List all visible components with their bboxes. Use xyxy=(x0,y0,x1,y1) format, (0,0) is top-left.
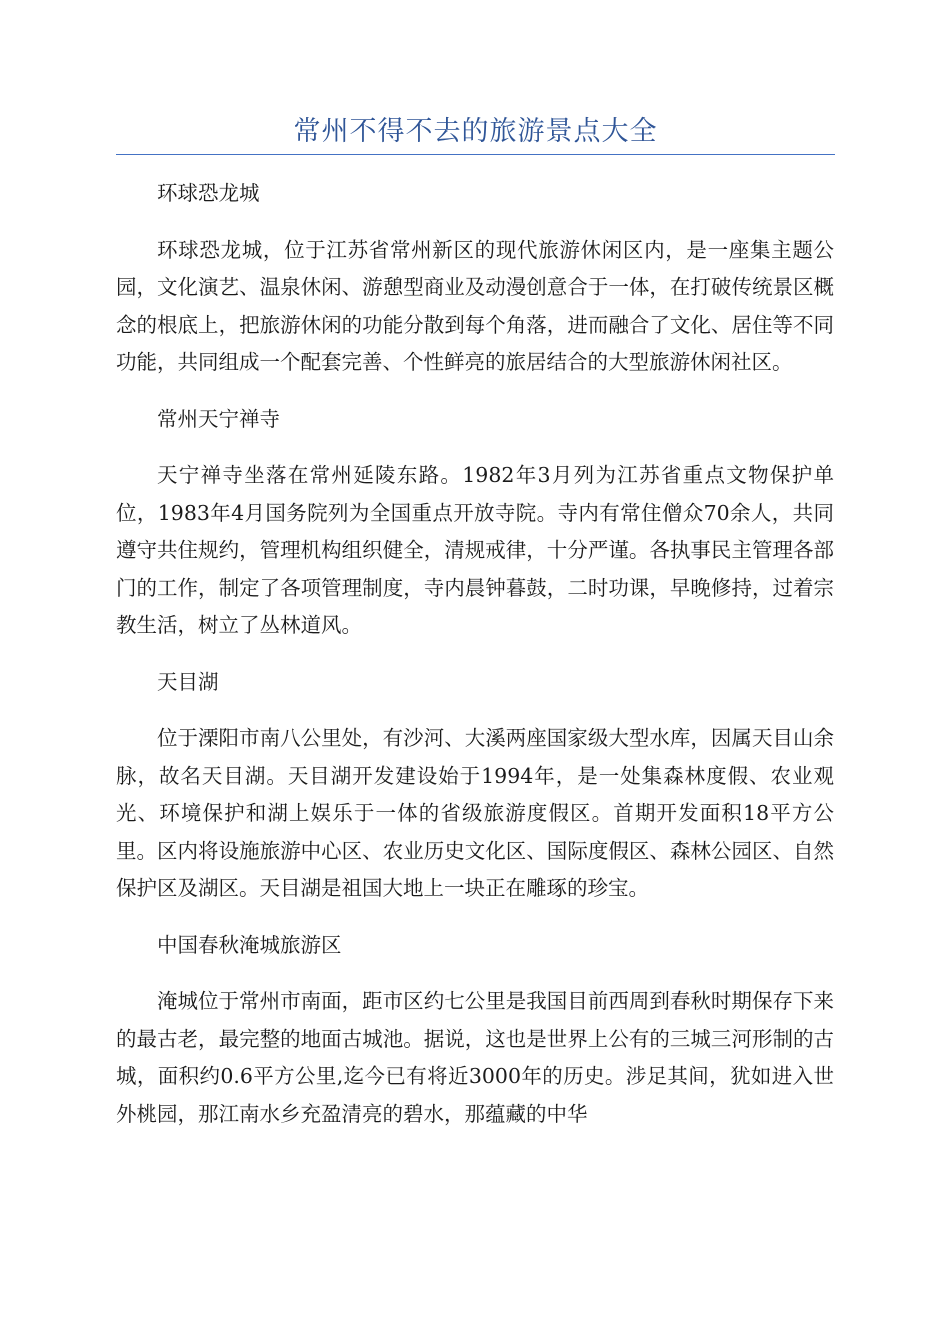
document-body xyxy=(116,175,834,1152)
section-heading: 中国春秋淹城旅游区 xyxy=(157,932,342,957)
section-heading: 环球恐龙城 xyxy=(157,181,260,205)
section-paragraph: 环球恐龙城，位于江苏省常州新区的现代旅游休闲区内，是一座集主题公园，文化演艺、温泉休闲、游憩型商业及动漫创意合于一体，在打破传统景区概念的根底上，把旅游休闲的功能分散到每个角落，进而融合了文化、居住等不同功能，共同组成一个配套完善、个性鲜亮的旅居结合的大型旅游休闲社区。 xyxy=(116,237,834,374)
title-underline xyxy=(116,154,835,155)
section-heading: 常州天宁禅寺 xyxy=(157,406,280,431)
section-paragraph: 天宁禅寺坐落在常州延陵东路。1982年3月列为江苏省重点文物保护单位，1983年4月国务院列为全国重点开放寺院。寺内有常住僧众70余人，共同遵守共住规约，管理机构组织健全，清规戒律，十分严谨。各执事民主管理各部门的工作，制定了各项管理制度，寺内晨钟暮鼓，二时功课，早晚修持，过着宗教生活，树立了丛林道风。 xyxy=(116,463,834,637)
section-paragraph: 位于溧阳市南八公里处，有沙河、大溪两座国家级大型水库，因属天目山余脉，故名天目湖。天目湖开发建设始于1994年，是一处集森林度假、农业观光、环境保护和湖上娱乐于一体的省级旅游度假区。首期开发面积18平方公里。区内将设施旅游中心区、农业历史文化区、国际度假区、森林公园区、自然保护区及湖区。天目湖是祖国大地上一块正在雕琢的珍宝。 xyxy=(116,726,834,900)
section-paragraph: 淹城位于常州市南面，距市区约七公里是我国目前西周到春秋时期保存下来的最古老，最完整的地面古城池。据说，这也是世界上公有的三城三河形制的古城，面积约0.6平方公里,迄今已有将近3000年的历史。涉足其间，犹如进入世外桃园，那江南水乡充盈清亮的碧水，那蕴藏的中华 xyxy=(116,989,834,1126)
document-title: 常州不得不去的旅游景点大全 xyxy=(293,116,658,147)
section-heading: 天目湖 xyxy=(157,669,219,694)
